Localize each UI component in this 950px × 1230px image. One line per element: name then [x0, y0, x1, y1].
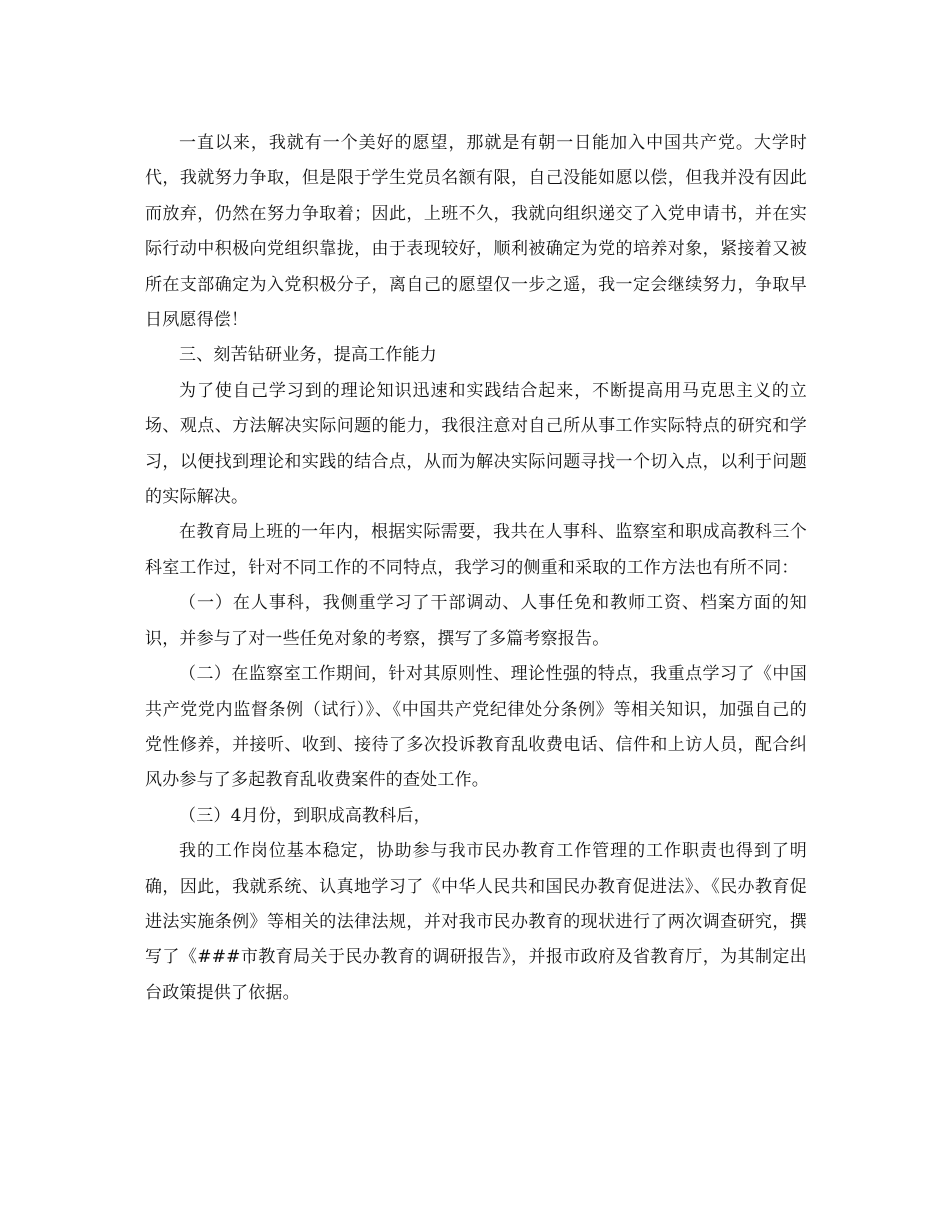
- paragraph-theory-practice: 为了使自己学习到的理论知识迅速和实践结合起来，不断提高用马克思主义的立场、观点、方法解决实际问题的能力，我很注意对自己所从事工作实际特点的研究和学习，以便找到理论和实践的结合点，从而为解决实际问题寻找一个切入点，以利于问题的实际解决。: [145, 380, 807, 508]
- paragraph-personnel-section: （一）在人事科，我侧重学习了干部调动、人事任免和教师工资、档案方面的知识，并参与了对一些任免对象的考察，撰写了多篇考察报告。: [145, 593, 807, 649]
- paragraph-party-aspiration: 一直以来，我就有一个美好的愿望，那就是有朝一日能加入中国共产党。大学时代，我就努力争取，但是限于学生党员名额有限，自己没能如愿以偿，但我并没有因此而放弃，仍然在努力争取着；因此，上班不久，我就向组织递交了入党申请书，并在实际行动中积极向党组织靠拢，由于表现较好，顺利被确定为党的培养对象，紧接着又被所在支部确定为入党积极分子，离自己的愿望仅一步之遥，我一定会继续努力，争取早日夙愿得偿！: [145, 133, 807, 331]
- paragraph-private-education-work: 我的工作岗位基本稳定，协助参与我市民办教育工作管理的工作职责也得到了明确，因此，我就系统、认真地学习了《中华人民共和国民办教育促进法》、《民办教育促进法实施条例》等相关的法律法规，并对我市民办教育的现状进行了两次调查研究，撰写了《###市教育局关于民办教育的调研报告》，并报市政府及省教育厅，为其制定出台政策提供了依据。: [145, 841, 807, 1003]
- paragraph-supervision-office: （二）在监察室工作期间，针对其原则性、理论性强的特点，我重点学习了《中国共产党党内监督条例（试行）》、《中国共产党纪律处分条例》等相关知识，加强自己的党性修养，并接听、收到、接待了多次投诉教育乱收费电话、信件和上访人员，配合纠风办参与了多起教育乱收费案件的查处工作。: [145, 664, 807, 791]
- paragraph-education-bureau-year: 在教育局上班的一年内，根据实际需要，我共在人事科、监察室和职成高教科三个科室工作过，针对不同工作的不同特点，我学习的侧重和采取的工作方法也有所不同：: [145, 522, 807, 578]
- section-heading-work-ability: 三、刻苦钻研业务，提高工作能力: [179, 345, 437, 366]
- paragraph-vocational-section-intro: （三）4月份，到职成高教科后，: [179, 805, 431, 826]
- document-body: [145, 126, 807, 1011]
